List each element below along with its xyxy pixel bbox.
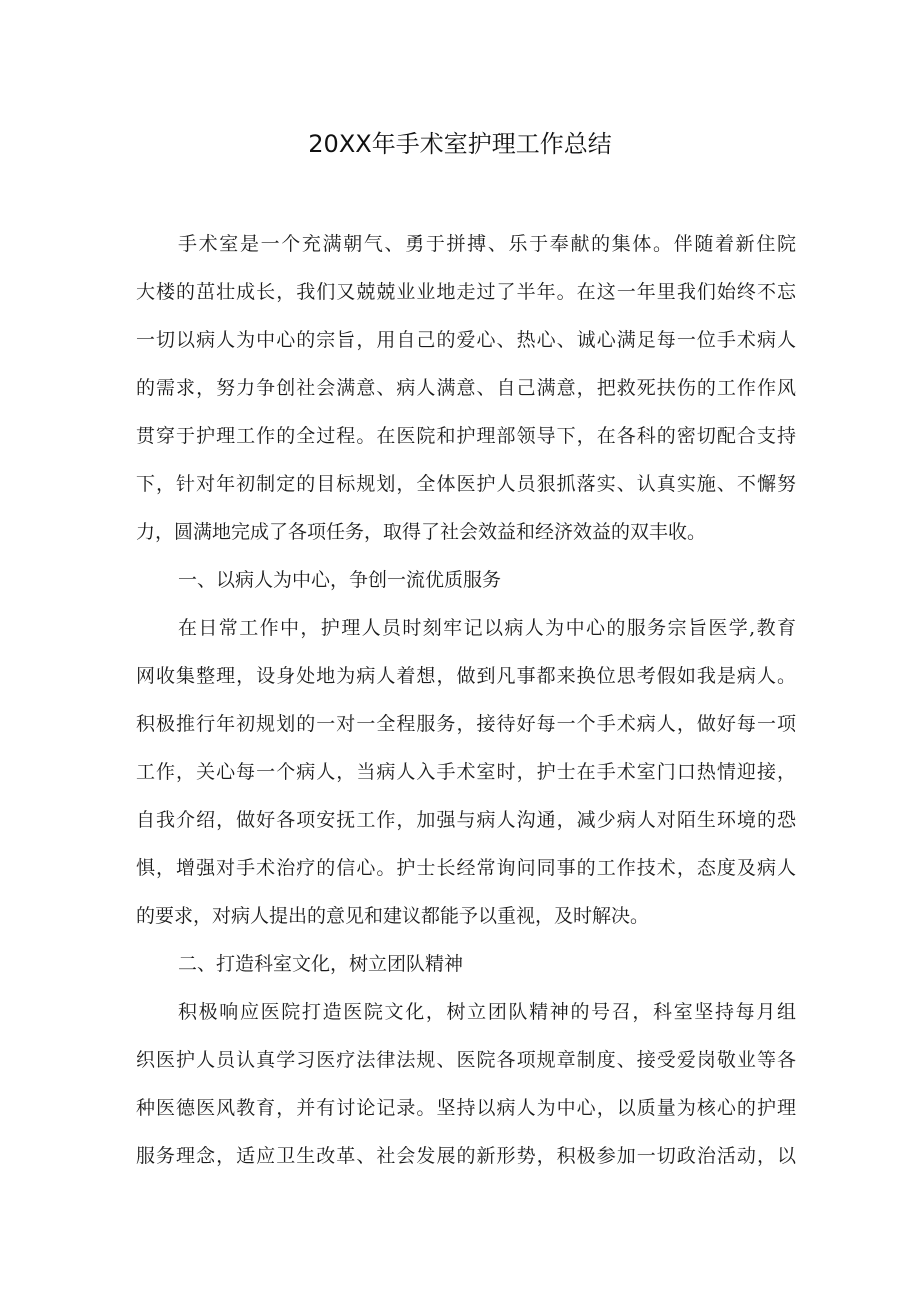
paragraph-line: 惧，增强对手术治疗的信心。护士长经常询问同事的工作技术，态度及病人 (136, 857, 796, 879)
paragraph-line: 积极推行年初规划的一对一全程服务，接待好每一个手术病人，做好每一项 (136, 713, 796, 735)
paragraph-line: 的需求，努力争创社会满意、病人满意、自己满意，把救死扶伤的工作作风 (136, 377, 796, 399)
paragraph-line: 种医德医风教育，并有讨论记录。坚持以病人为中心，以质量为核心的护理 (136, 1097, 796, 1119)
document-body (136, 220, 796, 1180)
paragraph-line: 织医护人员认真学习医疗法律法规、医院各项规章制度、接受爱岗敬业等各 (136, 1049, 796, 1071)
paragraph-line: 服务理念，适应卫生改革、社会发展的新形势，积极参加一切政治活动，以 (136, 1145, 796, 1167)
paragraph-line: 手术室是一个充满朝气、勇于拼搏、乐于奉献的集体。伴随着新住院 (178, 233, 796, 255)
paragraph-line: 网收集整理，设身处地为病人着想，做到凡事都来换位思考假如我是病人。 (136, 665, 796, 687)
paragraph-line: 一切以病人为中心的宗旨，用自己的爱心、热心、诚心满足每一位手术病人 (136, 329, 796, 351)
paragraph-line: 自我介绍，做好各项安抚工作，加强与病人沟通，减少病人对陌生环境的恐 (136, 809, 796, 831)
paragraph-line: 的要求，对病人提出的意见和建议都能予以重视，及时解决。 (136, 905, 650, 927)
paragraph-line: 下，针对年初制定的目标规划，全体医护人员狠抓落实、认真实施、不懈努 (136, 473, 796, 495)
document-title: 20XX年手术室护理工作总结 (308, 130, 612, 158)
paragraph-line: 工作，关心每一个病人，当病人入手术室时，护士在手术室门口热情迎接， (136, 761, 796, 783)
paragraph-line: 贯穿于护理工作的全过程。在医院和护理部领导下，在各科的密切配合支持 (136, 425, 796, 447)
section-heading: 二、打造科室文化，树立团队精神 (178, 953, 464, 975)
paragraph-line: 力，圆满地完成了各项任务，取得了社会效益和经济效益的双丰收。 (136, 521, 707, 543)
section-heading: 一、以病人为中心，争创一流优质服务 (178, 569, 502, 591)
paragraph-line: 在日常工作中，护理人员时刻牢记以病人为中心的服务宗旨医学,教育 (178, 617, 796, 639)
paragraph-line: 积极响应医院打造医院文化，树立团队精神的号召，科室坚持每月组 (178, 1001, 796, 1023)
paragraph-line: 大楼的茁壮成长，我们又兢兢业业地走过了半年。在这一年里我们始终不忘 (136, 281, 796, 303)
